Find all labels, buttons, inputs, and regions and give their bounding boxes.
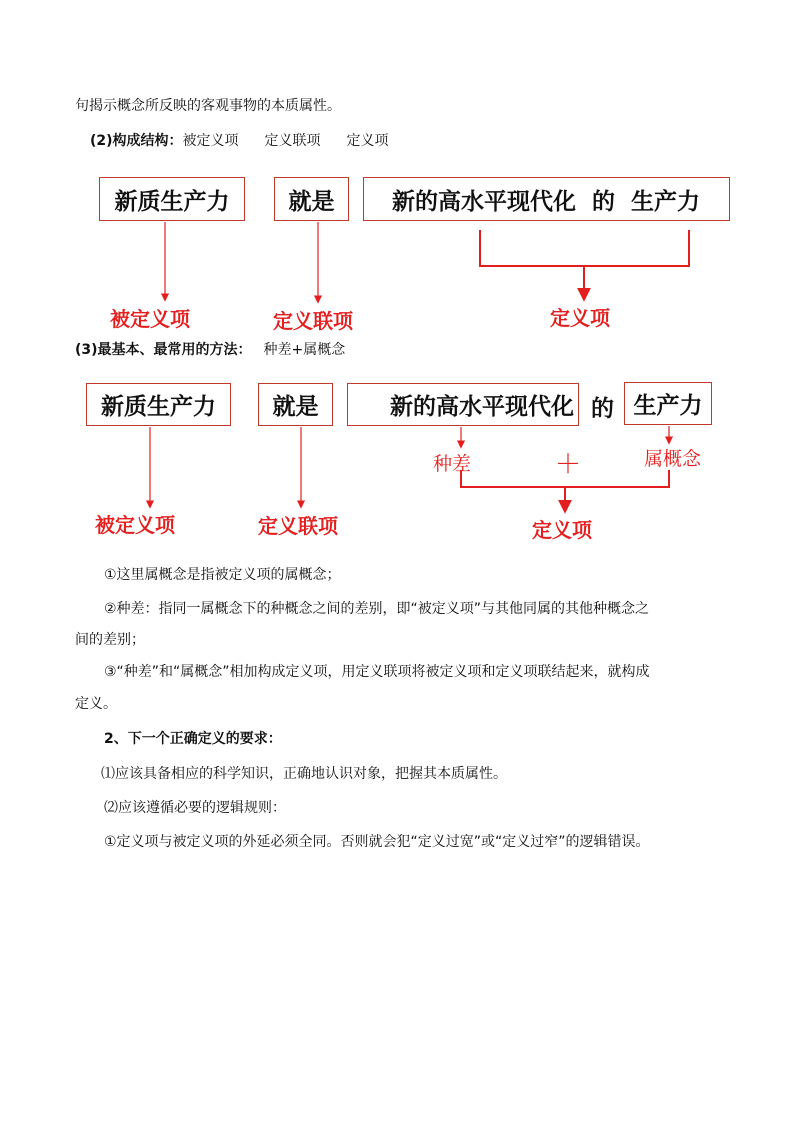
diagram2-label-definition: 定义项	[532, 518, 592, 542]
diagram1-label-term: 被定义项	[110, 307, 190, 331]
diagram2-differentia-box: 新的高水平现代化	[347, 383, 579, 426]
note-3-line-1: ③“种差”和“属概念”相加构成定义项，用定义联项将被定义项和定义项联结起来，就构成	[104, 664, 650, 680]
d2-bracket	[461, 470, 669, 487]
diagram2-plus: ＋	[555, 450, 582, 480]
requirement-2: ⑵应该遵循必要的逻辑规则：	[104, 800, 286, 816]
diagram1-term-box: 新质生产力	[99, 177, 245, 221]
diagram1-label-definition: 定义项	[550, 306, 610, 330]
diagram2-label-genus: 属概念	[644, 448, 702, 470]
diagram2-link-box: 就是	[258, 383, 333, 426]
diagram2-term-box: 新质生产力	[86, 383, 231, 426]
method-formula: 种差+属概念	[263, 342, 346, 358]
structure-part-1: 被定义项	[182, 133, 239, 149]
structure-heading: (2)构成结构：	[90, 133, 183, 149]
section2-heading: 2、下一个正确定义的要求：	[104, 731, 282, 747]
method-heading: (3)最基本、最常用的方法：	[75, 342, 252, 358]
diagram2-genus-box: 生产力	[624, 382, 712, 425]
structure-part-2: 定义联项	[264, 133, 321, 149]
diagram1-definition-text: 新的高水平现代化 的 生产力	[392, 187, 701, 215]
d1-bracket	[480, 230, 689, 266]
intro-text: 句揭示概念所反映的客观事物的本质属性。	[75, 98, 341, 114]
note-2-line-1: ②种差：指同一属概念下的种概念之间的差别，即“被定义项”与其他同属的其他种概念之	[104, 601, 650, 617]
diagram2-label-link: 定义联项	[258, 514, 338, 538]
diagram1-link-box: 就是	[274, 177, 349, 221]
requirement-1: ⑴应该具备相应的科学知识，正确地认识对象，把握其本质属性。	[101, 766, 507, 782]
structure-part-3: 定义项	[346, 133, 389, 149]
diagram2-connector: 的	[591, 395, 614, 422]
requirement-2-rule-1: ①定义项与被定义项的外延必须全同。否则就会犯“定义过宽”或“定义过窄”的逻辑错误。	[104, 834, 650, 850]
diagram2-label-term: 被定义项	[95, 513, 175, 537]
note-3-line-2: 定义。	[75, 696, 117, 712]
diagram1-label-link: 定义联项	[273, 309, 353, 333]
diagram2-label-differentia: 种差	[433, 453, 472, 475]
note-1: ①这里属概念是指被定义项的属概念；	[104, 567, 341, 583]
note-2-line-2: 间的差别；	[75, 632, 145, 648]
